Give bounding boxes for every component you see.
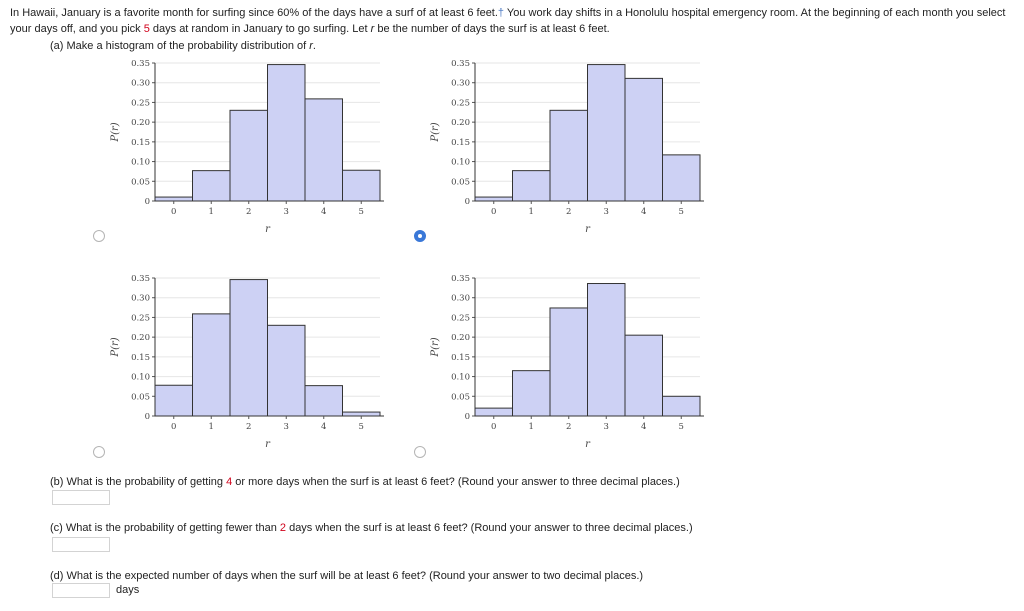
histogram-bar [268,65,306,201]
y-tick-label: 0.15 [451,352,470,363]
histogram-bar [193,314,231,416]
x-tick-label: 0 [491,207,497,217]
histogram-svg [420,58,710,233]
histogram-bar [625,335,663,416]
x-tick-label: 2 [566,422,572,432]
histogram-bar [588,284,626,416]
x-tick-label: 2 [566,207,572,217]
footnote-link[interactable]: † [497,7,505,19]
part-a-period: . [312,40,316,52]
x-tick-label: 4 [641,422,647,432]
x-tick-label: 3 [603,422,609,432]
part-d-unit: days [116,584,140,596]
y-axis-label: P(r) [110,337,121,357]
x-tick-label: 4 [641,207,647,217]
y-tick-label: 0.15 [131,137,150,148]
part-a-text: (a) Make a histogram of the probability distribution of [50,40,310,52]
problem-text-1: In Hawaii, January is a favorite month for surfing since 60% of the days have a surf of at least 6 feet. [10,7,498,19]
y-tick-label: 0.25 [451,313,470,324]
x-tick-label: 3 [283,422,289,432]
y-tick-label: 0.30 [131,293,150,304]
part-b-text-1: (b) What is the probability of getting [50,476,227,488]
variable-r: r [370,23,375,35]
x-axis-label: r [265,224,270,235]
y-axis-label: P(r) [430,122,441,142]
y-tick-label: 0.15 [451,137,470,148]
histogram-bar [230,280,268,416]
x-tick-label: 5 [678,422,684,432]
histogram-bar [513,171,551,201]
histogram-bar [155,385,193,416]
part-a-variable: r [309,40,313,52]
x-axis-label: r [585,224,590,235]
x-tick-label: 3 [603,207,609,217]
histogram-bar [193,171,231,201]
histogram-bar [550,110,588,201]
histogram-bar [663,155,701,201]
histogram-bar [230,110,268,201]
y-tick-label: 0.10 [131,372,150,383]
part-c-text-1: (c) What is the probability of getting fewer than [50,522,280,534]
part-c-answer-input[interactable] [52,537,110,552]
problem-statement [10,5,1020,37]
y-tick-label: 0.35 [131,274,150,284]
histogram-svg [420,273,710,448]
y-tick-label: 0.10 [131,157,150,168]
x-axis-label: r [585,439,590,450]
histogram-bar [550,308,588,416]
x-tick-label: 4 [321,207,327,217]
histogram-bar [343,412,381,416]
y-tick-label: 0.15 [131,352,150,363]
histogram-bar [268,325,306,416]
part-d-question: (d) What is the expected number of days when the surf will be at least 6 feet? (Round your answer to two decimal places.) [50,570,644,582]
histogram-option-4-radio[interactable] [414,446,426,458]
y-tick-label: 0.10 [451,372,470,383]
x-tick-label: 1 [528,422,534,432]
y-tick-label: 0.05 [451,177,470,188]
histogram-bar [513,371,551,416]
x-tick-label: 1 [528,207,534,217]
histogram-bar [343,170,381,201]
part-b-answer-input[interactable] [52,490,110,505]
x-tick-label: 0 [171,207,177,217]
x-tick-label: 2 [246,207,252,217]
histogram-bar [475,197,513,201]
x-tick-label: 3 [283,207,289,217]
histogram-svg [100,58,390,233]
histogram-option-1 [100,58,390,233]
histogram-option-1-radio[interactable] [93,230,105,242]
part-d-answer-input[interactable] [52,583,110,598]
y-tick-label: 0.35 [451,59,470,69]
y-tick-label: 0.05 [131,177,150,188]
part-c-text-2: days when the surf is at least 6 feet? (Round your answer to three decimal places.) [286,522,693,534]
histogram-bar [305,99,343,201]
x-tick-label: 5 [358,207,364,217]
part-c-question [50,522,693,534]
y-axis-label: P(r) [430,337,441,357]
histogram-bar [305,386,343,416]
histogram-option-3 [100,273,390,448]
problem-text-2: You work day shifts in a Honolulu hospital emergency room. At the beginning of each month you select your days off, and you pick [10,7,1006,35]
histogram-option-2-radio[interactable] [414,230,426,242]
y-tick-label: 0.20 [131,333,150,344]
y-tick-label: 0.05 [451,392,470,403]
y-tick-label: 0 [464,197,470,207]
y-tick-label: 0 [464,412,470,422]
histogram-bar [625,78,663,201]
part-c-value: 2 [279,522,287,534]
histogram-bar [663,396,701,416]
y-tick-label: 0.25 [451,98,470,109]
x-tick-label: 1 [208,207,214,217]
part-a-label [50,40,316,52]
y-tick-label: 0.30 [451,78,470,89]
x-tick-label: 2 [246,422,252,432]
y-tick-label: 0 [144,197,150,207]
histogram-option-4 [420,273,710,448]
y-tick-label: 0.25 [131,313,150,324]
y-tick-label: 0.30 [131,78,150,89]
y-tick-label: 0.20 [451,118,470,129]
y-tick-label: 0.20 [131,118,150,129]
problem-text-3: days at random in January to go surfing. Let [149,23,371,35]
y-axis-label: P(r) [110,122,121,142]
x-tick-label: 1 [208,422,214,432]
histogram-option-2 [420,58,710,233]
histogram-bar [475,408,513,416]
y-tick-label: 0 [144,412,150,422]
y-tick-label: 0.30 [451,293,470,304]
days-count: 5 [143,23,150,35]
x-tick-label: 4 [321,422,327,432]
histogram-bar [155,197,193,201]
histogram-bar [588,65,626,201]
histogram-svg [100,273,390,448]
x-tick-label: 5 [678,207,684,217]
y-tick-label: 0.25 [131,98,150,109]
y-tick-label: 0.35 [451,274,470,284]
x-tick-label: 5 [358,422,364,432]
part-b-value: 4 [226,476,233,488]
histogram-option-3-radio[interactable] [93,446,105,458]
x-axis-label: r [265,439,270,450]
y-tick-label: 0.35 [131,59,150,69]
part-b-text-2: or more days when the surf is at least 6 feet? (Round your answer to three decimal places.) [232,476,680,488]
problem-text-4: be the number of days the surf is at least 6 feet. [374,23,610,35]
y-tick-label: 0.10 [451,157,470,168]
x-tick-label: 0 [171,422,177,432]
x-tick-label: 0 [491,422,497,432]
y-tick-label: 0.05 [131,392,150,403]
y-tick-label: 0.20 [451,333,470,344]
part-b-question [50,476,680,488]
